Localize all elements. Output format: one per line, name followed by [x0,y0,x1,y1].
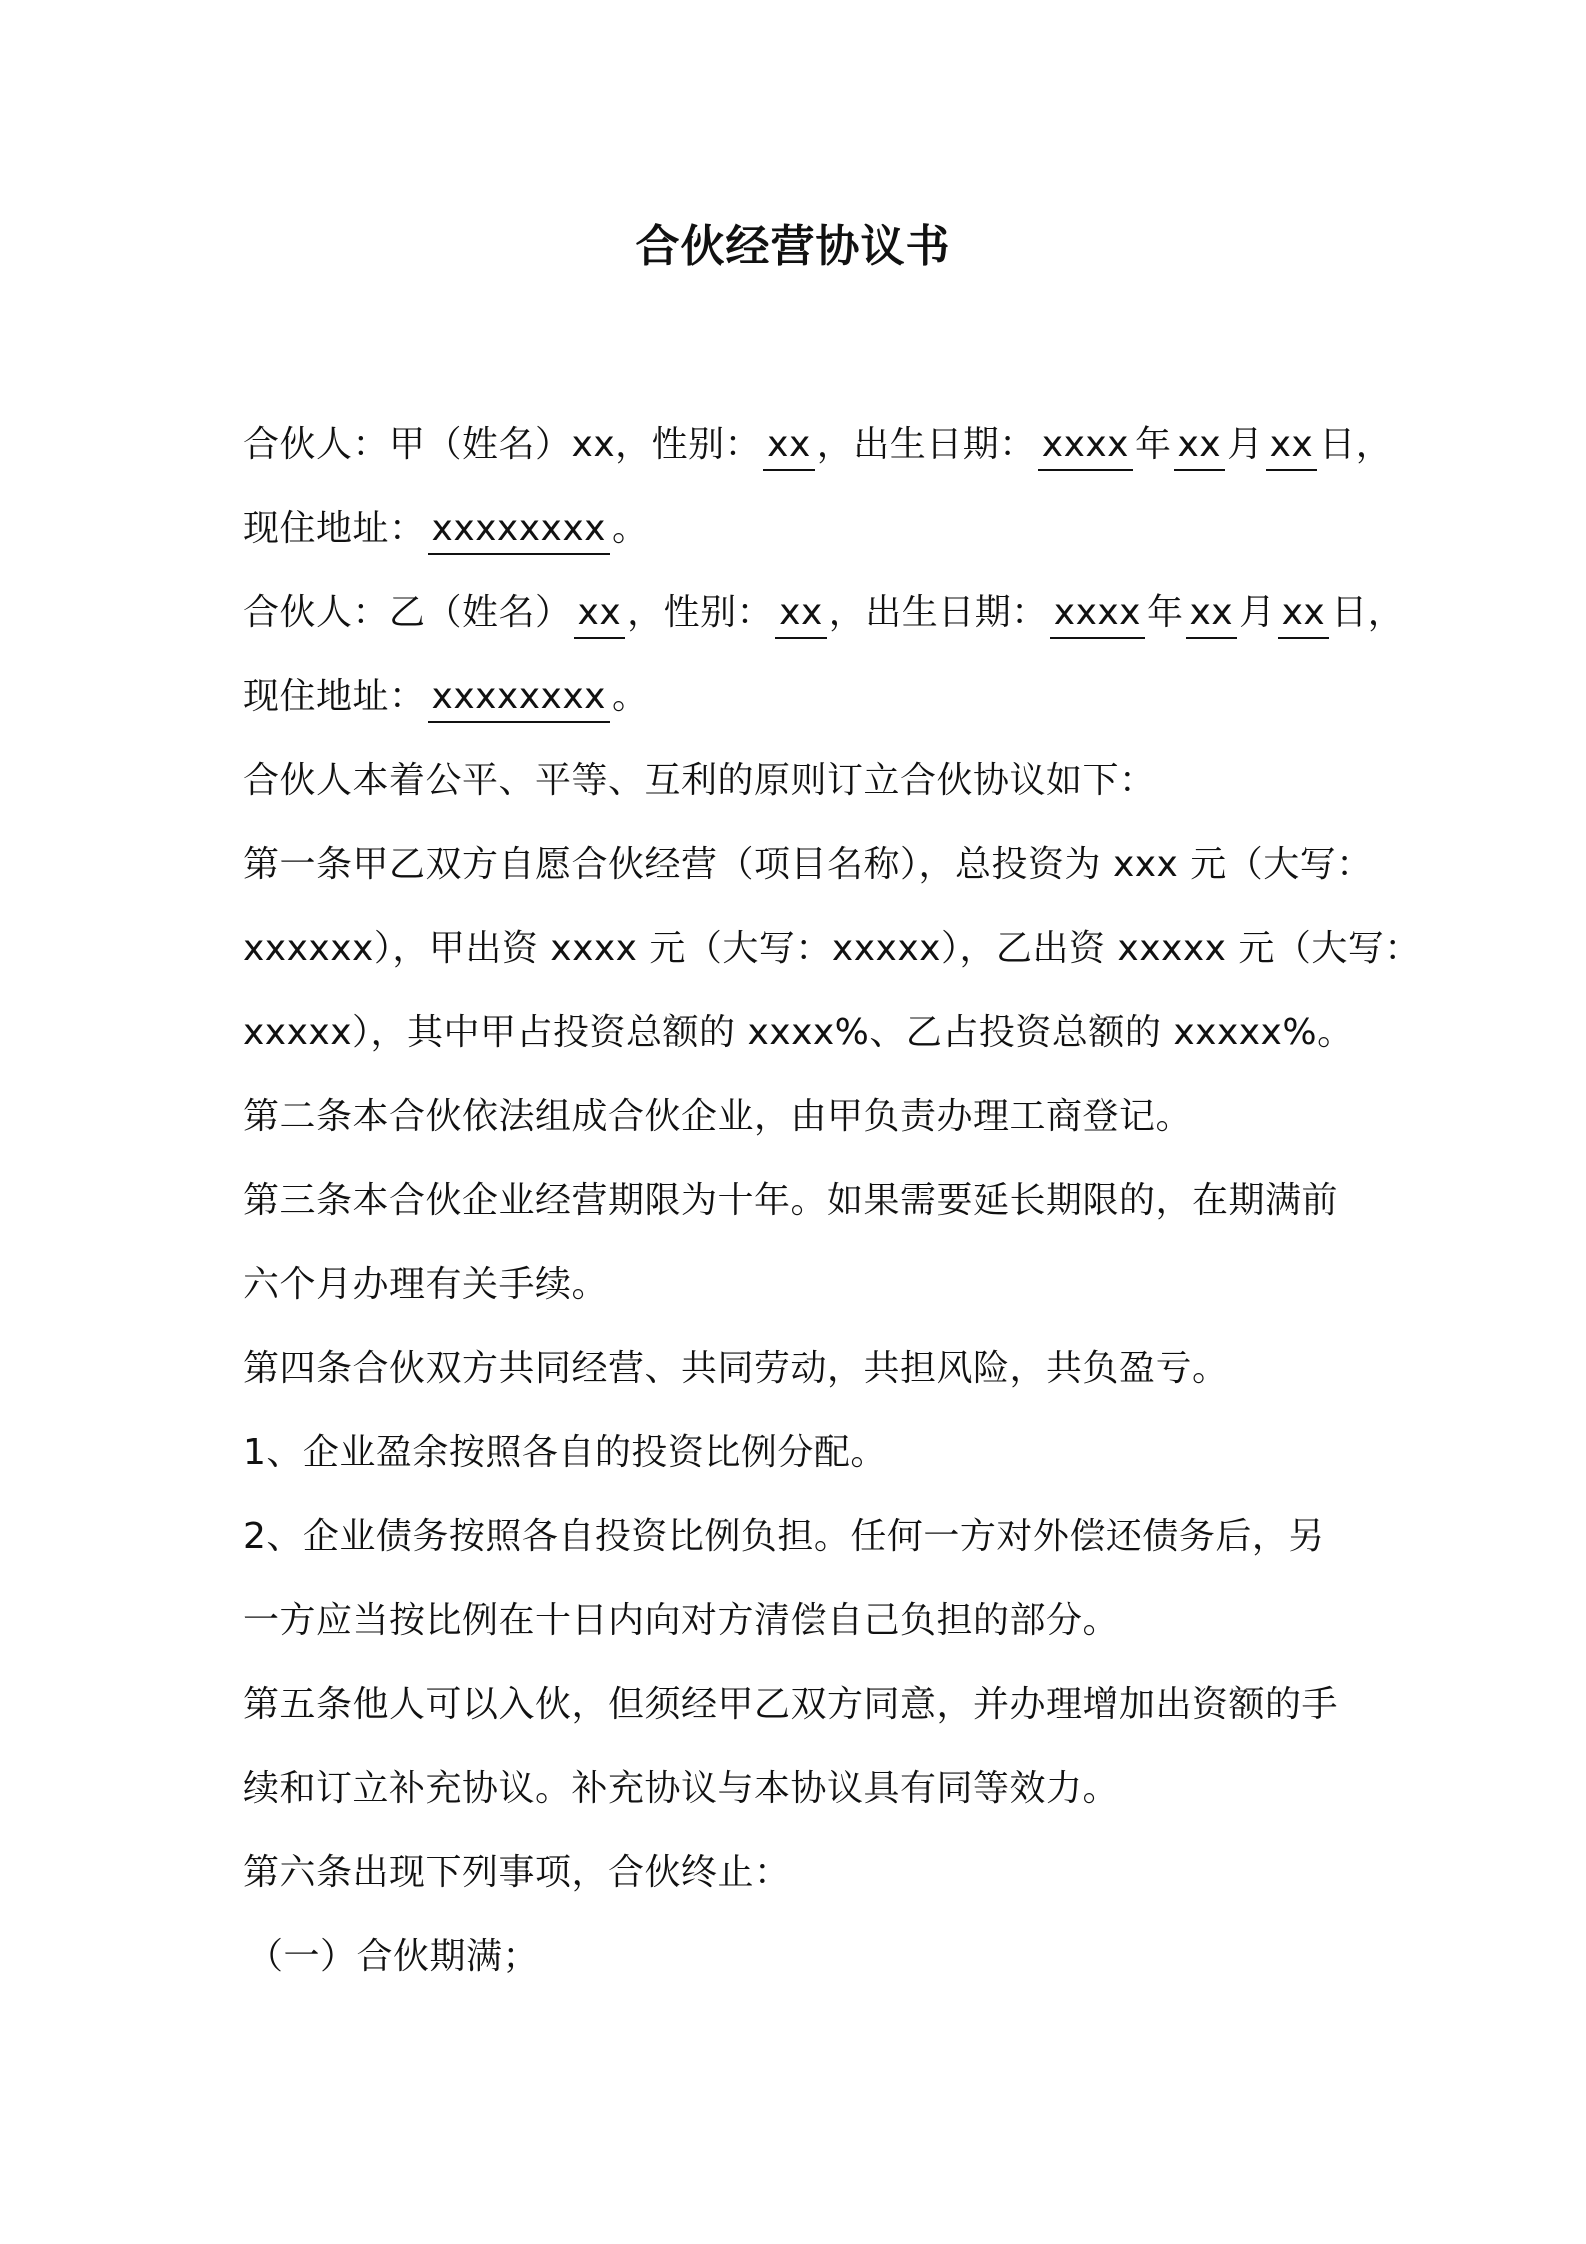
article-1-line: xxxxx），其中甲占投资总额的 xxxx%、乙占投资总额的 xxxxx%。 [243,1012,1354,1053]
month-unit: 月 [1239,592,1276,633]
article-4-item-1: 1、企业盈余按照各自的投资比例分配。 [243,1432,887,1473]
partner-a-gender-label: ，性别： [615,424,762,465]
article-6-item-1: （一）合伙期满； [247,1936,540,1977]
partner-a-birth-day-field: xx [1266,421,1318,471]
partner-a-address-field: xxxxxxxx [428,505,610,555]
partner-b-gender-label: ，性别： [627,592,774,633]
partner-b-address-line [243,655,1363,739]
article-3-line: 六个月办理有关手续。 [243,1264,609,1305]
partner-a-gender-field: xx [763,421,815,471]
partner-a-prefix: 合伙人：甲（姓名） [243,424,572,465]
document-title: 合伙经营协议书 [635,221,951,272]
partner-b-birth-day-field: xx [1278,589,1330,639]
partner-a-name: xx [571,424,616,465]
month-unit: 月 [1227,424,1264,465]
partner-b-address-field: xxxxxxxx [428,673,610,723]
article-5-line: 第五条他人可以入伙，但须经甲乙双方同意，并办理增加出资额的手 [243,1684,1339,1725]
article-6-line: 第六条出现下列事项，合伙终止： [243,1852,791,1893]
article-2-line: 第二条本合伙依法组成合伙企业，由甲负责办理工商登记。 [243,1096,1193,1137]
year-unit: 年 [1134,424,1172,465]
article-5-line: 续和订立补充协议。补充协议与本协议具有同等效力。 [243,1768,1120,1809]
partner-a-address-label: 现住地址： [243,508,426,549]
article-1-line: 第一条甲乙双方自愿合伙经营（项目名称），总投资为 xxx 元（大写： [243,844,1373,885]
partner-a-address-line [243,487,1363,571]
partner-a-line [243,403,1393,487]
partner-a-birth-label: ，出生日期： [816,424,1036,465]
partner-a-birth-year-field: xxxx [1038,421,1133,471]
day-unit: 日， [1319,424,1393,465]
document-body [243,403,1421,1999]
address-end: 。 [611,676,649,717]
article-1-line: xxxxxx），甲出资 xxxx 元（大写：xxxxx），乙出资 xxxxx 元（大写： [243,928,1421,969]
partner-b-gender-field: xx [775,589,827,639]
partner-a-birth-month-field: xx [1174,421,1226,471]
partner-b-address-label: 现住地址： [243,676,426,717]
partner-b-line [243,571,1405,655]
article-3-line: 第三条本合伙企业经营期限为十年。如果需要延长期限的，在期满前 [243,1180,1339,1221]
address-end: 。 [611,508,649,549]
paragraph-line: 合伙人本着公平、平等、互利的原则订立合伙协议如下： [243,760,1156,801]
partner-b-prefix: 合伙人：乙（姓名） [243,592,572,633]
article-4-item-2: 2、企业债务按照各自投资比例负担。任何一方对外偿还债务后，另 [243,1516,1325,1557]
partner-b-birth-month-field: xx [1186,589,1238,639]
article-4-item-2: 一方应当按比例在十日内向对方清偿自己负担的部分。 [243,1600,1120,1641]
partner-b-birth-label: ，出生日期： [828,592,1048,633]
day-unit: 日， [1331,592,1405,633]
article-4-line: 第四条合伙双方共同经营、共同劳动，共担风险，共负盈亏。 [243,1348,1229,1389]
year-unit: 年 [1146,592,1184,633]
partner-b-name-field: xx [574,589,626,639]
partner-b-birth-year-field: xxxx [1050,589,1145,639]
